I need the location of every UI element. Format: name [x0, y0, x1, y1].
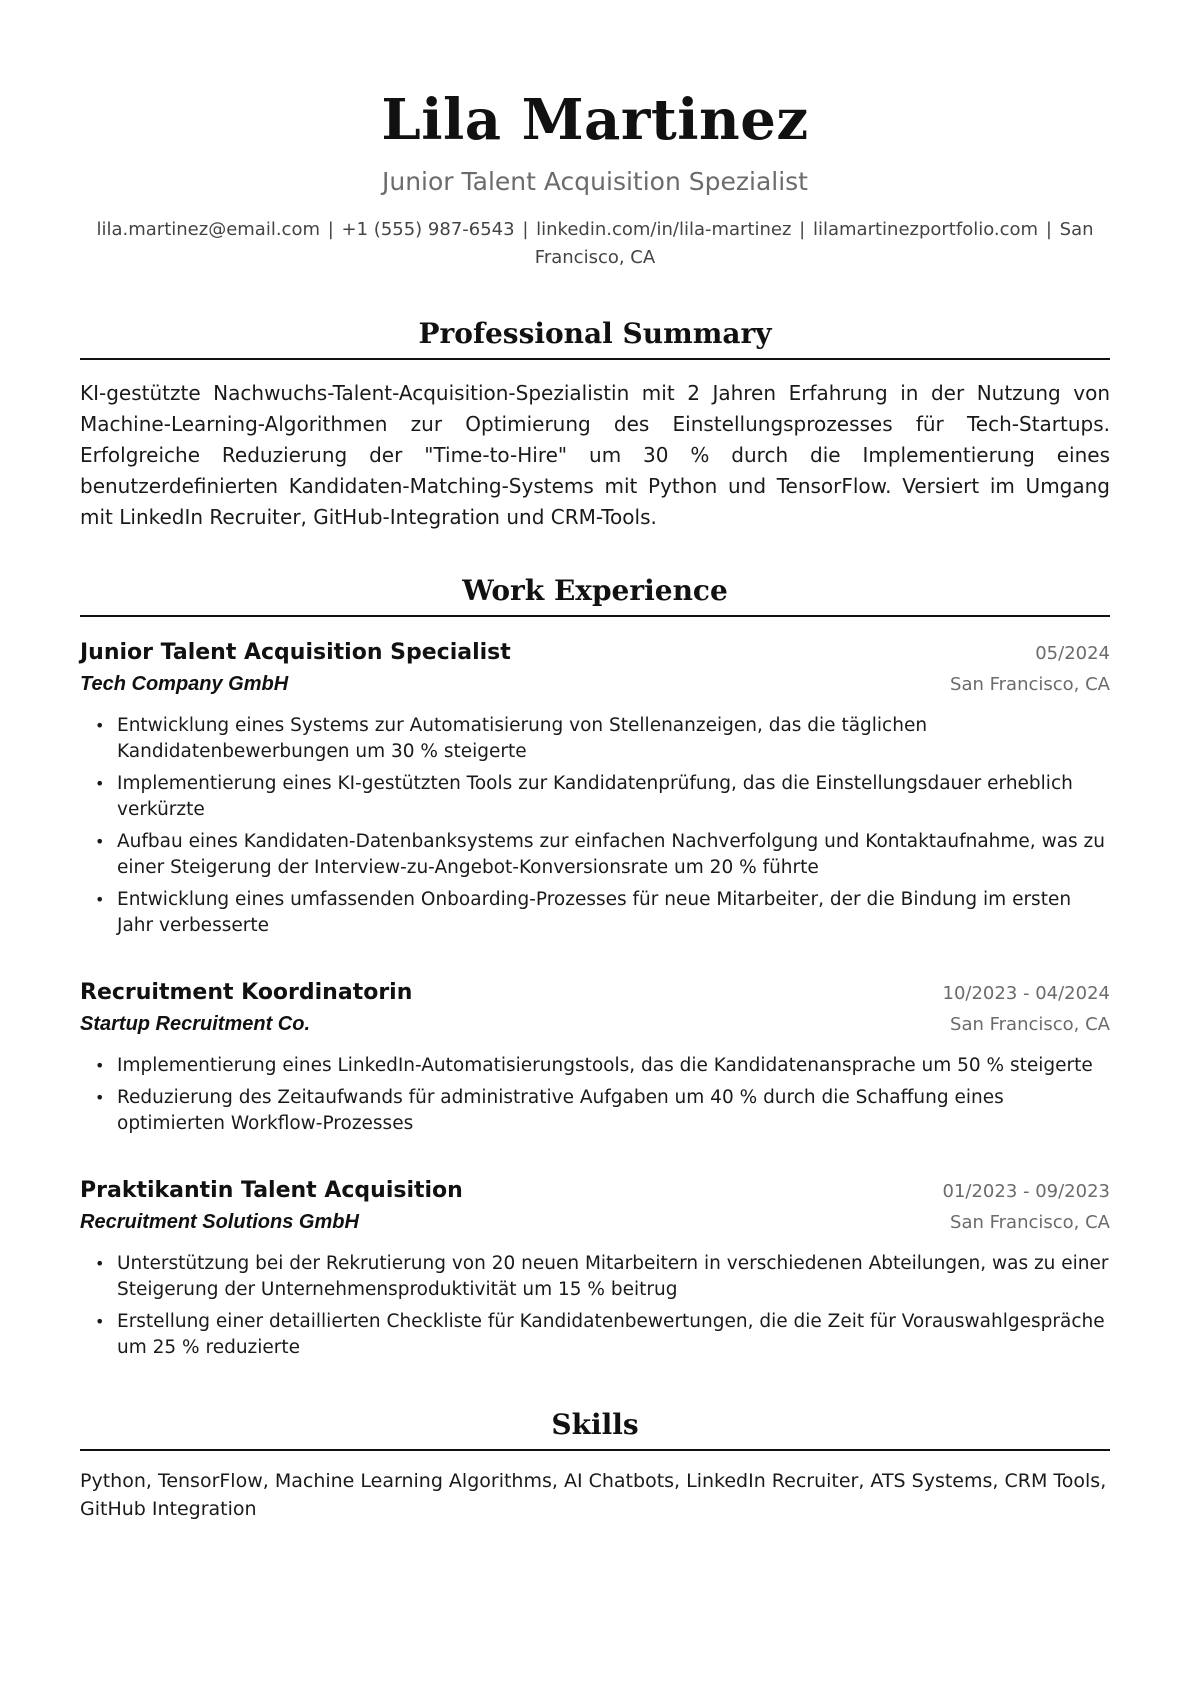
bullet-item: • Reduzierung des Zeitaufwands für administrative Aufgaben um 40 % durch die Schaffung eines optimierten Workflow-Prozesses — [117, 1085, 1110, 1137]
contact-location: San Francisco, CA — [534, 219, 1094, 268]
bullet-item: • Entwicklung eines umfassenden Onboarding-Prozesses für neue Mitarbeiter, der die Bindung im ersten Jahr verbesserte — [117, 887, 1110, 939]
skills-section — [80, 1407, 1110, 1523]
job-entry — [80, 977, 1110, 1137]
job-date: 05/2024 — [1035, 643, 1110, 664]
job-location: San Francisco, CA — [950, 1014, 1110, 1035]
job-bullets — [80, 713, 1110, 939]
contact-linkedin[interactable]: linkedin.com/in/lila-martinez — [536, 219, 792, 240]
company-name: Tech Company GmbH — [80, 673, 289, 695]
job-bullets — [80, 1053, 1110, 1137]
resume-header — [80, 84, 1110, 272]
contact-line — [80, 216, 1110, 272]
experience-section — [80, 573, 1110, 1361]
job-entry — [80, 1175, 1110, 1361]
contact-separator: | — [1045, 219, 1052, 240]
summary-text: KI-gestützte Nachwuchs-Talent-Acquisition-Spezialistin mit 2 Jahren Erfahrung in der Nutzung von Machine-Learning-Algorithmen zur Optimierung des Einstellungsprozesses für Tech-Startups. Erfolgreiche Reduzierung der "Time-to-Hire" um 30 % durch die Implementierung eines benutzerdefinierten Kandidaten-Matching-Systems mit Python und TensorFlow. Versiert im Umgang mit LinkedIn Recruiter, GitHub-Integration und CRM-Tools. — [80, 381, 1110, 529]
summary-heading: Professional Summary — [80, 316, 1110, 360]
contact-separator: | — [327, 219, 334, 240]
job-bullets — [80, 1251, 1110, 1361]
job-title: Praktikantin Talent Acquisition — [80, 1178, 463, 1203]
bullet-item: • Entwicklung eines Systems zur Automatisierung von Stellenanzeigen, das die täglichen Kandidatenbewerbungen um 30 % steigerte — [117, 713, 1110, 765]
candidate-name: Lila Martinez — [381, 87, 809, 153]
experience-heading: Work Experience — [80, 573, 1110, 617]
job-location: San Francisco, CA — [950, 674, 1110, 695]
bullet-item: • Implementierung eines LinkedIn-Automatisierungstools, das die Kandidatenansprache um 50 % steigerte — [117, 1053, 1110, 1079]
job-date: 10/2023 - 04/2024 — [942, 983, 1110, 1004]
contact-separator: | — [522, 219, 529, 240]
bullet-item: • Unterstützung bei der Rekrutierung von 20 neuen Mitarbeitern in verschiedenen Abteilungen, was zu einer Steigerung der Unternehmensproduktivität um 15 % beitrug — [117, 1251, 1110, 1303]
bullet-item: • Aufbau eines Kandidaten-Datenbanksystems zur einfachen Nachverfolgung und Kontaktaufnahme, was zu einer Steigerung der Interview-zu-Angebot-Konversionsrate um 20 % führte — [117, 829, 1110, 881]
job-title: Recruitment Koordinatorin — [80, 980, 413, 1005]
job-location: San Francisco, CA — [950, 1212, 1110, 1233]
contact-email[interactable]: lila.martinez@email.com — [96, 219, 320, 240]
company-name: Recruitment Solutions GmbH — [80, 1211, 359, 1233]
contact-portfolio[interactable]: lilamartinezportfolio.com — [812, 219, 1039, 240]
skills-text: Python, TensorFlow, Machine Learning Algorithms, AI Chatbots, LinkedIn Recruiter, ATS Systems, CRM Tools, GitHub Integration — [80, 1470, 1107, 1520]
candidate-title: Junior Talent Acquisition Spezialist — [381, 167, 808, 196]
bullet-item: • Erstellung einer detaillierten Checkliste für Kandidatenbewertungen, die die Zeit für Vorauswahlgespräche um 25 % reduzierte — [117, 1309, 1110, 1361]
job-date: 01/2023 - 09/2023 — [942, 1181, 1110, 1202]
contact-separator: | — [799, 219, 806, 240]
job-entry — [80, 637, 1110, 939]
job-title: Junior Talent Acquisition Specialist — [80, 640, 511, 665]
summary-section — [80, 316, 1110, 533]
bullet-item: • Implementierung eines KI-gestützten Tools zur Kandidatenprüfung, das die Einstellungsdauer erheblich verkürzte — [117, 771, 1110, 823]
contact-phone[interactable]: +1 (555) 987-6543 — [341, 219, 515, 240]
company-name: Startup Recruitment Co. — [80, 1013, 311, 1035]
skills-heading: Skills — [80, 1407, 1110, 1451]
